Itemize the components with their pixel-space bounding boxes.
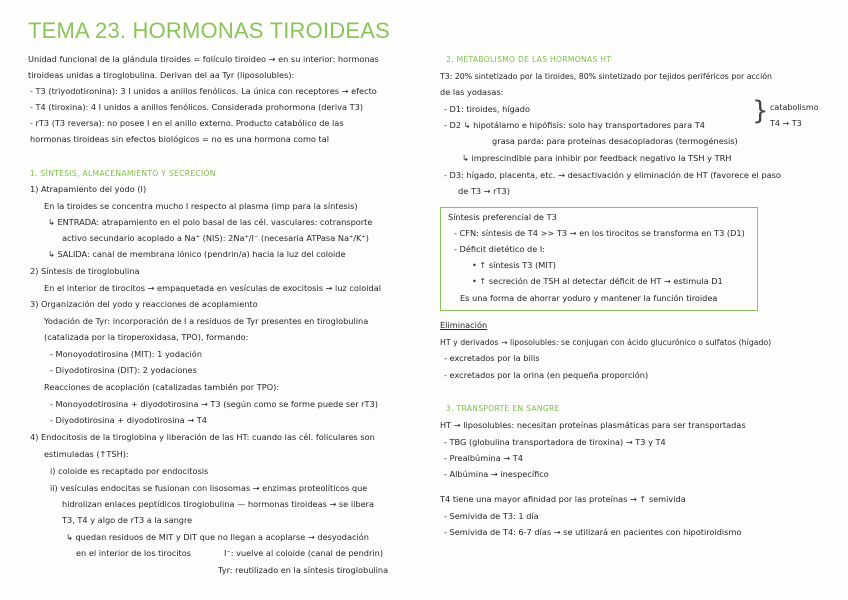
list-item: - D3: hígado, placenta, etc. → desactivación y eliminación de HT (favorece el paso <box>444 170 781 180</box>
box-line: • ↑ síntesis T3 (MIT) <box>472 260 556 270</box>
text-line: Yodación de Tyr: incorporación de I a residuos de Tyr presentes en tiroglobulina <box>44 316 369 326</box>
subsection-heading: Eliminación <box>440 320 488 330</box>
text-line: En la tiroides se concentra mucho I respecto al plasma (imp para la síntesis) <box>44 201 358 211</box>
text-line: de T3 → rT3) <box>458 186 510 196</box>
text-line: estimuladas (↑TSH): <box>44 449 129 459</box>
section-heading: 2. METABOLISMO DE LAS HORMONAS HT <box>446 55 612 64</box>
intro-line: hormonas tiroideas sin efectos biológicos = no es una hormona como tal <box>30 134 330 144</box>
intro-line: tiroideas unidas a tiroglobulina. Derivan del aa Tyr (liposolubles): <box>28 70 295 80</box>
intro-line: - T3 (triyodotironina): 3 I unidos a anillos fenólicos. La única con receptores → efecto <box>30 86 377 96</box>
text-line: hidrolizan enlaces peptídicos tiroglobulina — hormonas tiroideas → se libera <box>62 499 374 509</box>
text-line: en el interior de los tirocitos <box>76 548 192 558</box>
step-heading: 3) Organización del yodo y reacciones de acoplamiento <box>30 299 258 309</box>
step-heading: 1) Atrapamiento del yodo (I) <box>30 184 147 194</box>
section-heading: 1. SÍNTESIS, ALMACENAMIENTO Y SECRECIÓN <box>30 169 216 178</box>
list-item: - TBG (globulina transportadora de tiroxina) → T3 y T4 <box>444 437 666 447</box>
page-title: TEMA 23. HORMONAS TIROIDEAS <box>28 18 390 43</box>
intro-line: - rT3 (T3 reversa): no posee I en el anillo externo. Producto catabólico de las <box>30 118 344 128</box>
box-line: - CFN: síntesis de T4 >> T3 → en los tirocitos se transforma en T3 (D1) <box>454 228 745 238</box>
brace-icon: } <box>752 96 769 126</box>
list-item: - Monoyodotirosina (MIT): 1 yodación <box>50 349 203 359</box>
list-item: - Monoyodotirosina + diyodotirosina → T3 (según como se forme puede ser rT3) <box>50 399 378 409</box>
text-line: T3, T4 y algo de rT3 a la sangre <box>62 515 193 525</box>
list-item: ii) vesículas endocitas se fusionan con lisosomas → enzimas proteolíticos que <box>50 483 368 493</box>
list-item: - Albúmina → inespecífico <box>444 469 549 479</box>
list-item: grasa parda: para proteínas desacopladoras (termogénesis) <box>492 136 738 146</box>
list-item: i) coloide es recaptado por endocitosis <box>50 466 209 476</box>
box-line: - Déficit dietético de I: <box>454 244 546 254</box>
text-line: Tyr: reutilizado en la síntesis tiroglobulina <box>218 565 389 575</box>
text-line: activo secundario acoplado a Na⁺ (NIS): 2Na⁺/I⁻ (necesaria ATPasa Na⁺/K⁺) <box>62 233 369 243</box>
box-line: • ↑ secreción de TSH al detectar déficit de HT → estimula D1 <box>472 276 723 286</box>
list-item: ↳ imprescindible para inhibir por feedback negativo la TSH y TRH <box>462 153 732 163</box>
step-heading: 2) Síntesis de tiroglobulina <box>30 266 140 276</box>
list-item: - excretados por la bilis <box>444 353 540 363</box>
list-item: - Diyodotirosina (DIT): 2 yodaciones <box>50 365 197 375</box>
box-line: Es una forma de ahorrar yoduro y mantener la función tiroidea <box>460 293 718 303</box>
text-line: I⁻: vuelve al coloide (canal de pendrin) <box>224 548 384 558</box>
text-line: (catalizada por la tiroperoxidasa, TPO), formando: <box>44 332 249 342</box>
text-line: ↳ SALIDA: canal de membrana iónico (pendrin/a) hacia la luz del coloide <box>48 249 346 259</box>
text-line: En el interior de tirocitos → empaquetada en vesículas de exocitosis → luz coloidal <box>44 283 381 293</box>
section-heading: 3. TRANSPORTE EN SANGRE <box>446 404 560 413</box>
list-item: - excretados por la orina (en pequeña proporción) <box>444 370 649 380</box>
list-item: - Semivida de T3: 1 día <box>444 511 539 521</box>
brace-label: catabolismo <box>770 103 819 112</box>
text-line: ↳ ENTRADA: atrapamiento en el polo basal de las cél. vasculares: cotransporte <box>48 217 373 227</box>
text-line: Reacciones de acoplación (catalizadas también por TPO): <box>44 382 280 392</box>
text-line: T3: 20% sintetizado por la tiroides, 80% sintetizado por tejidos periféricos por acción <box>440 72 772 81</box>
list-item: - D2 ↳ hipotálamo e hipófisis: solo hay transportadores para T4 <box>444 120 705 130</box>
box-title: Síntesis preferencial de T3 <box>448 212 557 222</box>
text-line: ↳ quedan residuos de MIT y DIT que no llegan a acoplarse → desyodación <box>66 532 369 542</box>
text-line: de las yodasas: <box>440 87 504 97</box>
intro-line: - T4 (tiroxina): 4 I unidos a anillos fenólicos. Considerada prohormona (deriva T3) <box>30 102 364 112</box>
text-line: T4 tiene una mayor afinidad por las proteínas → ↑ semivida <box>440 494 686 504</box>
list-item: - D1: tiroides, hígado <box>444 104 530 114</box>
brace-label: T4 → T3 <box>770 119 802 128</box>
list-item: - Diyodotirosina + diyodotirosina → T4 <box>50 415 207 425</box>
list-item: - Semivida de T4: 6-7 días → se utilizará en pacientes con hipotiroidismo <box>444 527 742 537</box>
intro-line: Unidad funcional de la glándula tiroides = folículo tiroideo → en su interior: hormonas <box>28 54 379 64</box>
step-heading: 4) Endocitosis de la tiroglobina y liberación de las HT: cuando las cél. foliculares son <box>30 432 375 442</box>
text-line: HT → liposolubles: necesitan proteínas plasmáticas para ser transportadas <box>440 420 746 430</box>
text-line: HT y derivados → liposolubles: se conjugan con ácido glucurónico o sulfatos (hígado) <box>440 338 772 347</box>
list-item: - Prealbúmina → T4 <box>444 453 523 463</box>
